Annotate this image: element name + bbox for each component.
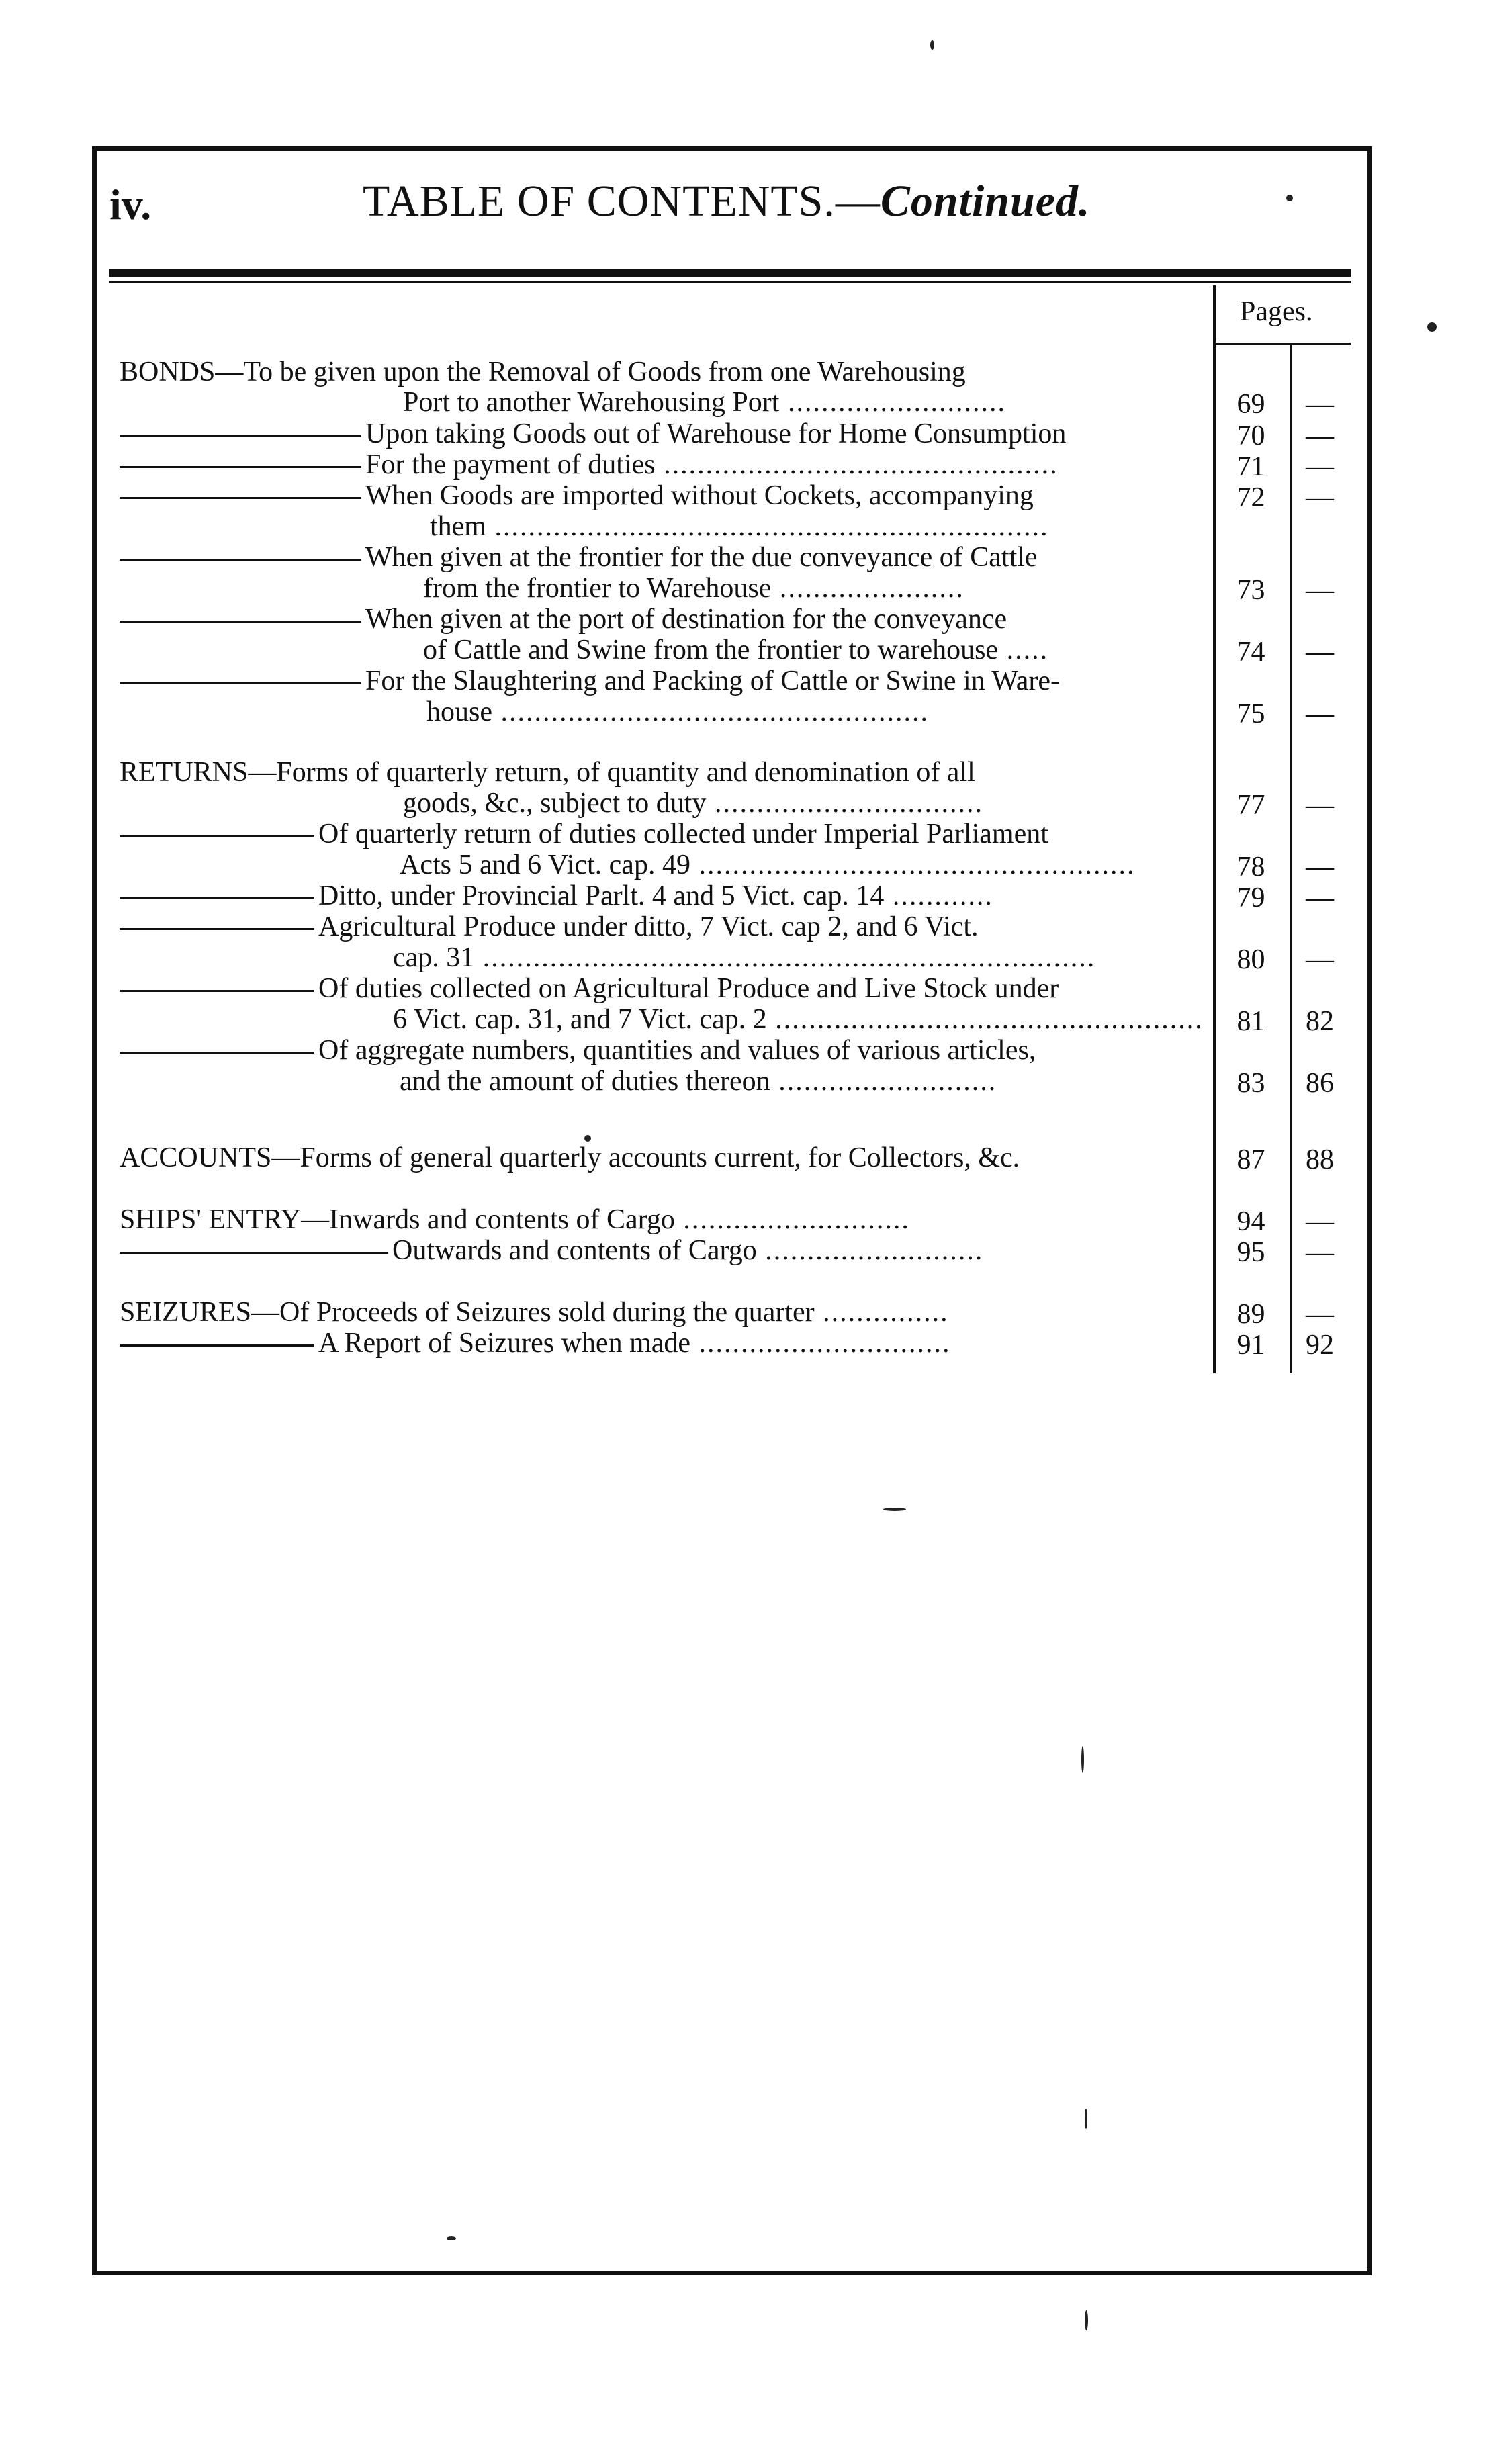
toc-line: SEIZURES—Of Proceeds of Seizures sold during the quarter ...............: [120, 1297, 949, 1328]
page-dash: —: [1306, 852, 1334, 882]
ditto-rule: [120, 1344, 314, 1347]
toc-line: Agricultural Produce under ditto, 7 Vict. cap 2, and 6 Vict.: [120, 911, 979, 943]
page-number: 69: [1236, 389, 1265, 420]
toc-line: cap. 31 .........................................................................: [393, 942, 1096, 973]
leader-dots: ...............................................: [655, 449, 1059, 480]
page-folio: iv.: [109, 181, 152, 228]
toc-line: them ..................................................................: [430, 511, 1049, 542]
page-dash: —: [1306, 1299, 1334, 1330]
page-dash: —: [1306, 482, 1334, 513]
scan-speck: [883, 1508, 906, 1511]
leader-dots: ......................: [771, 573, 964, 604]
page-number: 74: [1236, 637, 1265, 668]
ditto-rule: [120, 990, 314, 992]
page-number: 72: [1236, 482, 1265, 513]
page-number: 75: [1236, 698, 1265, 729]
leader-dots: .........................................................................: [474, 942, 1096, 973]
toc-line: house ...................................................: [426, 696, 929, 727]
page-dash: —: [1306, 451, 1334, 482]
toc-line: Port to another Warehousing Port ..........................: [403, 387, 1006, 418]
leader-dots: ...................................................: [492, 696, 929, 727]
scan-speck: [1427, 322, 1437, 332]
ditto-rule: [120, 1052, 314, 1054]
toc-line: from the frontier to Warehouse ......................: [423, 573, 964, 604]
scan-speck: [584, 1135, 591, 1142]
page-dash: —: [1306, 575, 1334, 606]
page-dash: —: [1306, 1237, 1334, 1268]
page-number: 71: [1236, 451, 1265, 482]
leader-dots: ....................................................: [690, 850, 1136, 880]
toc-line: of Cattle and Swine from the frontier to warehouse .....: [423, 635, 1049, 666]
page-dash: —: [1306, 389, 1334, 420]
page-dash: —: [1306, 790, 1334, 821]
toc-line: When Goods are imported without Cockets, accompanying: [120, 480, 1034, 512]
toc-line: BONDS—To be given upon the Removal of Goods from one Warehousing: [120, 357, 966, 387]
ditto-rule: [120, 835, 314, 837]
toc-line: goods, &c., subject to duty ................................: [403, 788, 983, 819]
pages-heading-rule: [1213, 343, 1351, 345]
ditto-rule: [120, 497, 361, 499]
toc-line: Of quarterly return of duties collected under Imperial Parliament: [120, 818, 1048, 850]
ditto-rule: [120, 466, 361, 468]
page-number: 78: [1236, 852, 1265, 882]
scan-speck: [1085, 2310, 1088, 2330]
toc-line: When given at the port of destination for the conveyance: [120, 603, 1007, 635]
ditto-rule: [120, 1252, 388, 1254]
leader-dots: ............: [884, 880, 993, 911]
leader-dots: .....: [998, 635, 1049, 666]
scan-speck: [1081, 1746, 1084, 1773]
toc-line: For the Slaughtering and Packing of Cattle or Swine in Ware-: [120, 665, 1060, 697]
page-number: 77: [1236, 790, 1265, 821]
leader-dots: ..................................................................: [486, 511, 1049, 542]
page-title: [363, 176, 1091, 227]
page-number: 95: [1236, 1237, 1265, 1268]
page-number: 83: [1236, 1068, 1265, 1099]
toc-line: ACCOUNTS—Forms of general quarterly accounts current, for Collectors, &c.: [120, 1142, 1020, 1173]
page-number: 80: [1236, 944, 1265, 975]
leader-dots: ..........................: [770, 1066, 997, 1097]
toc-line: For the payment of duties ...............................................: [120, 449, 1059, 481]
toc-line: Of aggregate numbers, quantities and values of various articles,: [120, 1034, 1036, 1066]
pages-column-heading: Pages.: [1240, 296, 1313, 327]
header-rule-thick: [109, 269, 1351, 277]
page-number: 79: [1236, 882, 1265, 913]
page-number: 94: [1236, 1206, 1265, 1237]
ditto-rule: [120, 559, 361, 561]
leader-dots: ..........................: [756, 1235, 984, 1266]
page-number: 91: [1236, 1330, 1265, 1361]
ditto-rule: [120, 682, 361, 684]
toc-line: RETURNS—Forms of quarterly return, of quantity and denomination of all: [120, 757, 975, 788]
page-dash: —: [1306, 420, 1334, 451]
toc-line: When given at the frontier for the due conveyance of Cattle: [120, 541, 1038, 574]
page-number: 81: [1236, 1006, 1265, 1037]
page-number: 73: [1236, 575, 1265, 606]
leader-dots: ...............: [814, 1297, 949, 1328]
page-number-end: 82: [1306, 1006, 1334, 1037]
ditto-rule: [120, 621, 361, 623]
page-number: 70: [1236, 420, 1265, 451]
pages-column-rule-middle: [1290, 343, 1292, 1373]
page-dash: —: [1306, 698, 1334, 729]
toc-line: Acts 5 and 6 Vict. cap. 49 ....................................................: [400, 850, 1136, 880]
header-rule-thin: [109, 281, 1351, 283]
page-dash: —: [1306, 944, 1334, 975]
leader-dots: ..........................: [779, 387, 1006, 418]
toc-line: A Report of Seizures when made ..............................: [120, 1327, 951, 1359]
toc-line: Outwards and contents of Cargo ..........................: [120, 1234, 983, 1267]
toc-line: SHIPS' ENTRY—Inwards and contents of Cargo ...........................: [120, 1204, 910, 1235]
scan-speck: [447, 2236, 456, 2240]
toc-line: and the amount of duties thereon ..........................: [400, 1066, 997, 1097]
leader-dots: ...........................: [674, 1204, 910, 1235]
scan-speck: [930, 40, 934, 50]
scan-speck: [1085, 2109, 1087, 2129]
page-number: 89: [1236, 1299, 1265, 1330]
page-number: 87: [1236, 1144, 1265, 1175]
toc-line: Ditto, under Provincial Parlt. 4 and 5 Vict. cap. 14 ............: [120, 880, 993, 912]
page-dash: —: [1306, 1206, 1334, 1237]
leader-dots: ................................: [706, 788, 983, 819]
page-dash: —: [1306, 637, 1334, 668]
toc-line: 6 Vict. cap. 31, and 7 Vict. cap. 2 ...................................................: [393, 1004, 1204, 1035]
page-dash: —: [1306, 882, 1334, 913]
title-continued: Continued.: [880, 177, 1091, 226]
scan-speck: [1286, 195, 1293, 201]
page-number-end: 88: [1306, 1144, 1334, 1175]
ditto-rule: [120, 928, 314, 930]
leader-dots: ...................................................: [766, 1004, 1204, 1035]
page-number-end: 86: [1306, 1068, 1334, 1099]
toc-line: Upon taking Goods out of Warehouse for Home Consumption: [120, 418, 1066, 450]
ditto-rule: [120, 897, 314, 899]
leader-dots: ..............................: [690, 1328, 951, 1359]
title-main: TABLE OF CONTENTS.—: [363, 177, 881, 226]
page-number-end: 92: [1306, 1330, 1334, 1361]
ditto-rule: [120, 435, 361, 437]
toc-line: Of duties collected on Agricultural Produce and Live Stock under: [120, 972, 1059, 1005]
